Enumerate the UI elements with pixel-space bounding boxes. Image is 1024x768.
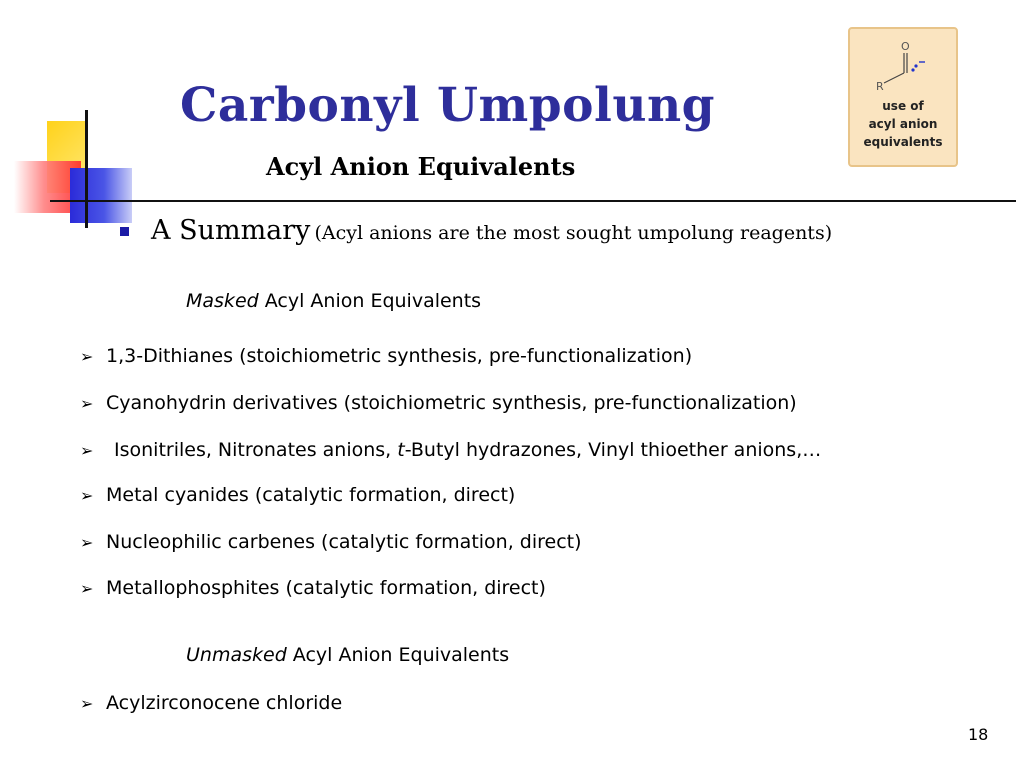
list-item xyxy=(80,392,797,414)
list-item-text: -Butyl hydrazones, Vinyl thioether anions,… xyxy=(404,439,822,461)
arrow-bullet-icon: ➢ xyxy=(80,579,94,598)
unmasked-heading-rest: Acyl Anion Equivalents xyxy=(286,644,510,666)
list-item-text: Cyanohydrin derivatives (stoichiometric synthesis, pre-functionalization) xyxy=(106,392,797,414)
acyl-anion-structure-icon xyxy=(868,37,938,97)
acyl-box-label-line-2: acyl anion xyxy=(868,117,938,131)
arrow-bullet-icon: ➢ xyxy=(80,486,94,505)
svg-text:R: R xyxy=(876,80,884,93)
list-item-text: Metallophosphites (catalytic formation, direct) xyxy=(106,577,546,599)
list-item-text: 1,3-Dithianes (stoichiometric synthesis, pre-functionalization) xyxy=(106,345,693,367)
arrow-bullet-icon: ➢ xyxy=(80,694,94,713)
masked-heading-rest: Acyl Anion Equivalents xyxy=(258,290,482,312)
acyl-box-label-line-1: use of xyxy=(882,99,924,113)
arrow-bullet-icon: ➢ xyxy=(80,441,94,460)
masked-heading xyxy=(186,290,481,312)
arrow-bullet-icon: ➢ xyxy=(80,394,94,413)
list-item-text: Nucleophilic carbenes (catalytic formation, direct) xyxy=(106,531,582,553)
list-item-text: Metal cyanides (catalytic formation, direct) xyxy=(106,484,516,506)
list-item xyxy=(80,531,582,553)
slide-subtitle: Acyl Anion Equivalents xyxy=(266,152,576,181)
masked-heading-italic: Masked xyxy=(186,290,259,312)
acyl-box-label-line-3: equivalents xyxy=(863,135,943,149)
list-item xyxy=(80,484,515,506)
summary-note: (Acyl anions are the most sought umpolung reagents) xyxy=(314,222,833,244)
unmasked-heading-italic: Unmasked xyxy=(186,644,287,666)
list-item-text: Acylzirconocene chloride xyxy=(106,692,343,714)
summary-heading: A Summary xyxy=(151,215,311,246)
arrow-bullet-icon: ➢ xyxy=(80,533,94,552)
decor-vertical-line xyxy=(85,110,88,228)
unmasked-heading xyxy=(186,644,509,666)
acyl-anion-illustration xyxy=(848,27,958,167)
list-item xyxy=(80,577,546,599)
list-item-text: Isonitriles, Nitronates anions, xyxy=(114,439,398,461)
page-number: 18 xyxy=(968,725,989,744)
list-item xyxy=(80,439,821,461)
decor-horizontal-rule xyxy=(50,200,1016,202)
svg-text:O: O xyxy=(901,40,910,53)
slide-title: Carbonyl Umpolung xyxy=(180,78,716,133)
list-item xyxy=(80,345,692,367)
square-bullet-icon xyxy=(120,227,129,236)
list-item xyxy=(80,692,342,714)
list-item-italic: t xyxy=(397,439,405,461)
arrow-bullet-icon: ➢ xyxy=(80,347,94,366)
summary-bullet xyxy=(120,215,832,246)
